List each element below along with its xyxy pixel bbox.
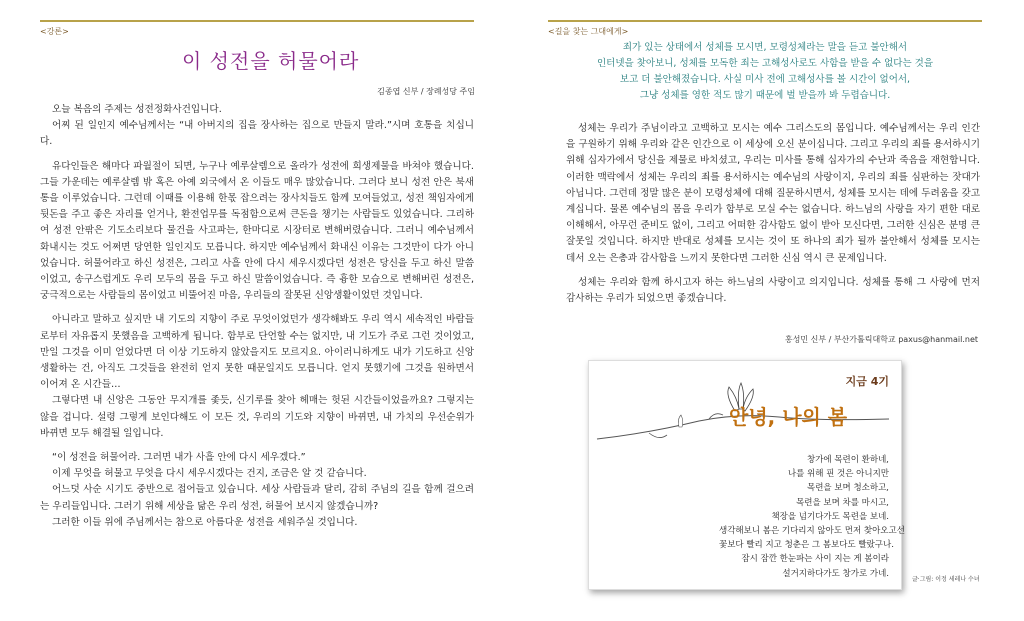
- paragraph: 어찌 된 일인지 예수님께서는 “내 아버지의 집을 장사하는 집으로 만들지 말라.”시며 호통을 치십니다.: [40, 120, 474, 148]
- poem-card: [588, 360, 905, 590]
- paragraph: 아니라고 말하고 싶지만 내 기도의 지향이 주로 무엇이었던가 생각해봐도 우리 역시 세속적인 바람들로부터 자유롭지 못했음을 고백하게 됩니다. 함부로 단언할 수는 없지만, 내 기도가 주로 그런 것이었고, 만일 그것을 이미 얻었다면 더 이상 기도하지 않았을지도 모르지요. 아이러니하게도 내가 기도하고 신앙 생활하는 건, 아직도 그것들을 완전히 얻지 못한 때문일지도 모릅니다. 얻지 못했기에 그것을 원하면서 이어져 온 시간들…: [40, 314, 474, 391]
- paragraph: 이제 무엇을 허물고 무엇을 다시 세우시겠다는 건지, 조금은 알 것 같습니다.: [52, 468, 367, 480]
- card-poem: [719, 453, 905, 581]
- paragraph: “이 성전을 허물어라. 그러면 내가 사흘 안에 다시 세우겠다.”: [52, 452, 306, 464]
- poem-line: 책장을 넘기다가도 목련을 보네.: [771, 511, 889, 522]
- article-title: 이 성전을 허물어라: [182, 49, 360, 73]
- poem-line: 창가에 목련이 환하네,: [806, 455, 889, 465]
- paragraph: 유다인들은 해마다 파월절이 되면, 누구나 예루살렘으로 올라가 성전에 희생제물을 바쳐야 했습니다. 그들 가운데는 예루살렘 밖 혹은 아예 외국에서 온 이들도 매우 많았습니다. 그러다 보니 성전 안은 북새통을 이루었습니다. 그런데 이때를 이용해 한몫 잡으려는 장사치들도 함께 모여들었고, 성전 책임자에게 뒷돈을 주고 좋은 자리를 얻거나, 환전업무를 독점함으로써 큰돈을 챙기는 사람들도 있었습니다. 그리하여 성전 안팎은 기도소리보다 물건을 사고파는, 한마디로 시장터로 변해버렸습니다. 그러니 예수님께서 화내시는 것도 어쩌면 당연한 일인지도 모릅니다. 하지만 예수님께서 화내신 이유는 그것만이 다가 아니었습니다. 허물어라고 하신 성전은, 그리고 사흘 안에 다시 세우시겠다던 성전은 당신을 두고 하신 말씀이었고, 송구스럽게도 우리 모두의 몸을 두고 하신 말씀이었습니다. 즉 흉한 모습으로 변해버린 성전은, 궁극적으로는 사람들의 몸이었고 비뚤어진 마음, 우리들의 잘못된 신앙생활이었던 것입니다.: [40, 160, 474, 302]
- poem-line: 나를 위해 핀 것은 아니지만: [787, 469, 889, 480]
- poem-line: 목련을 보며 차를 마시고,: [796, 497, 889, 508]
- card-title: 안녕, 나의 봄: [729, 405, 848, 429]
- right-byline: 홍성민 신부 / 부산가톨릭대학교 paxus@hanmail.net: [784, 335, 978, 344]
- paragraph: 그러한 이들 위에 주님께서는 참으로 아름다운 성전을 세워주실 것입니다.: [52, 516, 358, 528]
- card-credit: 글·그림: 이정 세레나 수녀: [912, 576, 980, 583]
- poem-line: 생각해보니 봄은 기다리지 않아도 먼저 찾아오고선: [719, 526, 905, 537]
- paragraph: 오늘 복음의 주제는 성전정화사건입니다.: [52, 104, 222, 115]
- quote-line: 인터넷을 찾아보니, 성체를 모독한 죄는 고해성사로도 사함을 받을 수 없다는 것을: [596, 58, 934, 69]
- poem-line: 꽃보다 빨리 지고 청춘은 그 봄보다도 빨랐구나.: [719, 540, 894, 551]
- left-byline: 김종엽 신부 / 장례성당 주임: [377, 87, 475, 96]
- quote-line: 보고 더 불안해졌습니다. 사실 미사 전에 고해성사를 볼 시간이 없어서,: [619, 74, 911, 85]
- left-top-rule: [40, 20, 474, 22]
- quote-line: 그냥 성체를 영한 적도 많기 때문에 벌 받을까 봐 두렵습니다.: [639, 90, 891, 101]
- right-top-rule: [548, 20, 982, 22]
- left-section-label: <강론>: [40, 27, 69, 36]
- right-answer-body: [566, 121, 980, 307]
- paragraph: 성체는 우리와 함께 하시고자 하는 하느님의 사랑이고 의지입니다. 성체를 통해 그 사랑에 먼저 감사하는 우리가 되었으면 좋겠습니다.: [566, 276, 980, 305]
- quote-line: 죄가 있는 상태에서 성체를 모시면, 모령성체라는 말을 듣고 불안해서: [622, 42, 908, 53]
- paragraph: 어느덧 사순 시기도 중반으로 접어들고 있습니다. 세상 사람들과 달리, 감히 주님의 길을 함께 걸으려는 우리들입니다. 그러기 위해 세상을 닮은 우리 성전, 허물어 보시지 않겠습니까?: [40, 484, 474, 512]
- poem-line: 잠시 잠깐 한눈파는 사이 지는 게 봄이라: [741, 554, 889, 565]
- paragraph: 성체는 우리가 주님이라고 고백하고 모시는 예수 그리스도의 몸입니다. 예수님께서는 우리 인간을 구원하기 위해 우리와 같은 인간으로 이 세상에 오신 분이십니다. 그리고 우리의 죄를 용서하시기 위해 십자가에서 당신을 제물로 바치셨고, 우리는 미사를 통해 십자가의 수난과 죽음을 재현합니다. 이러한 맥락에서 성체는 우리의 죄를 용서하시는 예수님의 사랑이지, 우리의 죄를 심판하는 잣대가 아닙니다. 그런데 정말 많은 분이 모령성체에 대해 질문하시면서, 성체를 모시는 데에 두려움을 갖고 계십니다. 물론 예수님의 몸을 우리가 함부로 모실 수는 없습니다. 하느님의 사랑을 자기 편한 대로 이해해서, 아무런 준비도 없이, 그리고 어떠한 감사함도 없이 받아 모신다면, 그러한 신심은 분명 큰 잘못일 것입니다. 하지만 반대로 성체를 모시는 것이 또 하나의 죄가 될까 불안해서 성체를 모시는 데서 오는 은총과 감사함을 느끼지 못한다면 그러한 신심 역시 큰 문제입니다.: [566, 123, 980, 264]
- paragraph: 그렇다면 내 신앙은 그동안 무지개를 좇듯, 신기루를 찾아 헤매는 헛된 시간들이었을까요? 그렇지는 않을 겁니다. 설령 그렇게 보인다해도 이 모든 것, 우리의 기도와 지향이 바뀌면, 내 가치의 우선순위가 바뀌면 모두 해결될 일입니다.: [40, 395, 474, 439]
- question-quote: [552, 40, 978, 104]
- poem-line: 설거지하다가도 창가로 가네.: [782, 568, 889, 579]
- left-article-body: [40, 102, 474, 531]
- poem-line: 목련을 보며 청소하고,: [806, 483, 889, 494]
- right-section-label: <길을 찾는 그대에게>: [548, 27, 629, 36]
- card-series-label: 지금 4기: [845, 375, 889, 388]
